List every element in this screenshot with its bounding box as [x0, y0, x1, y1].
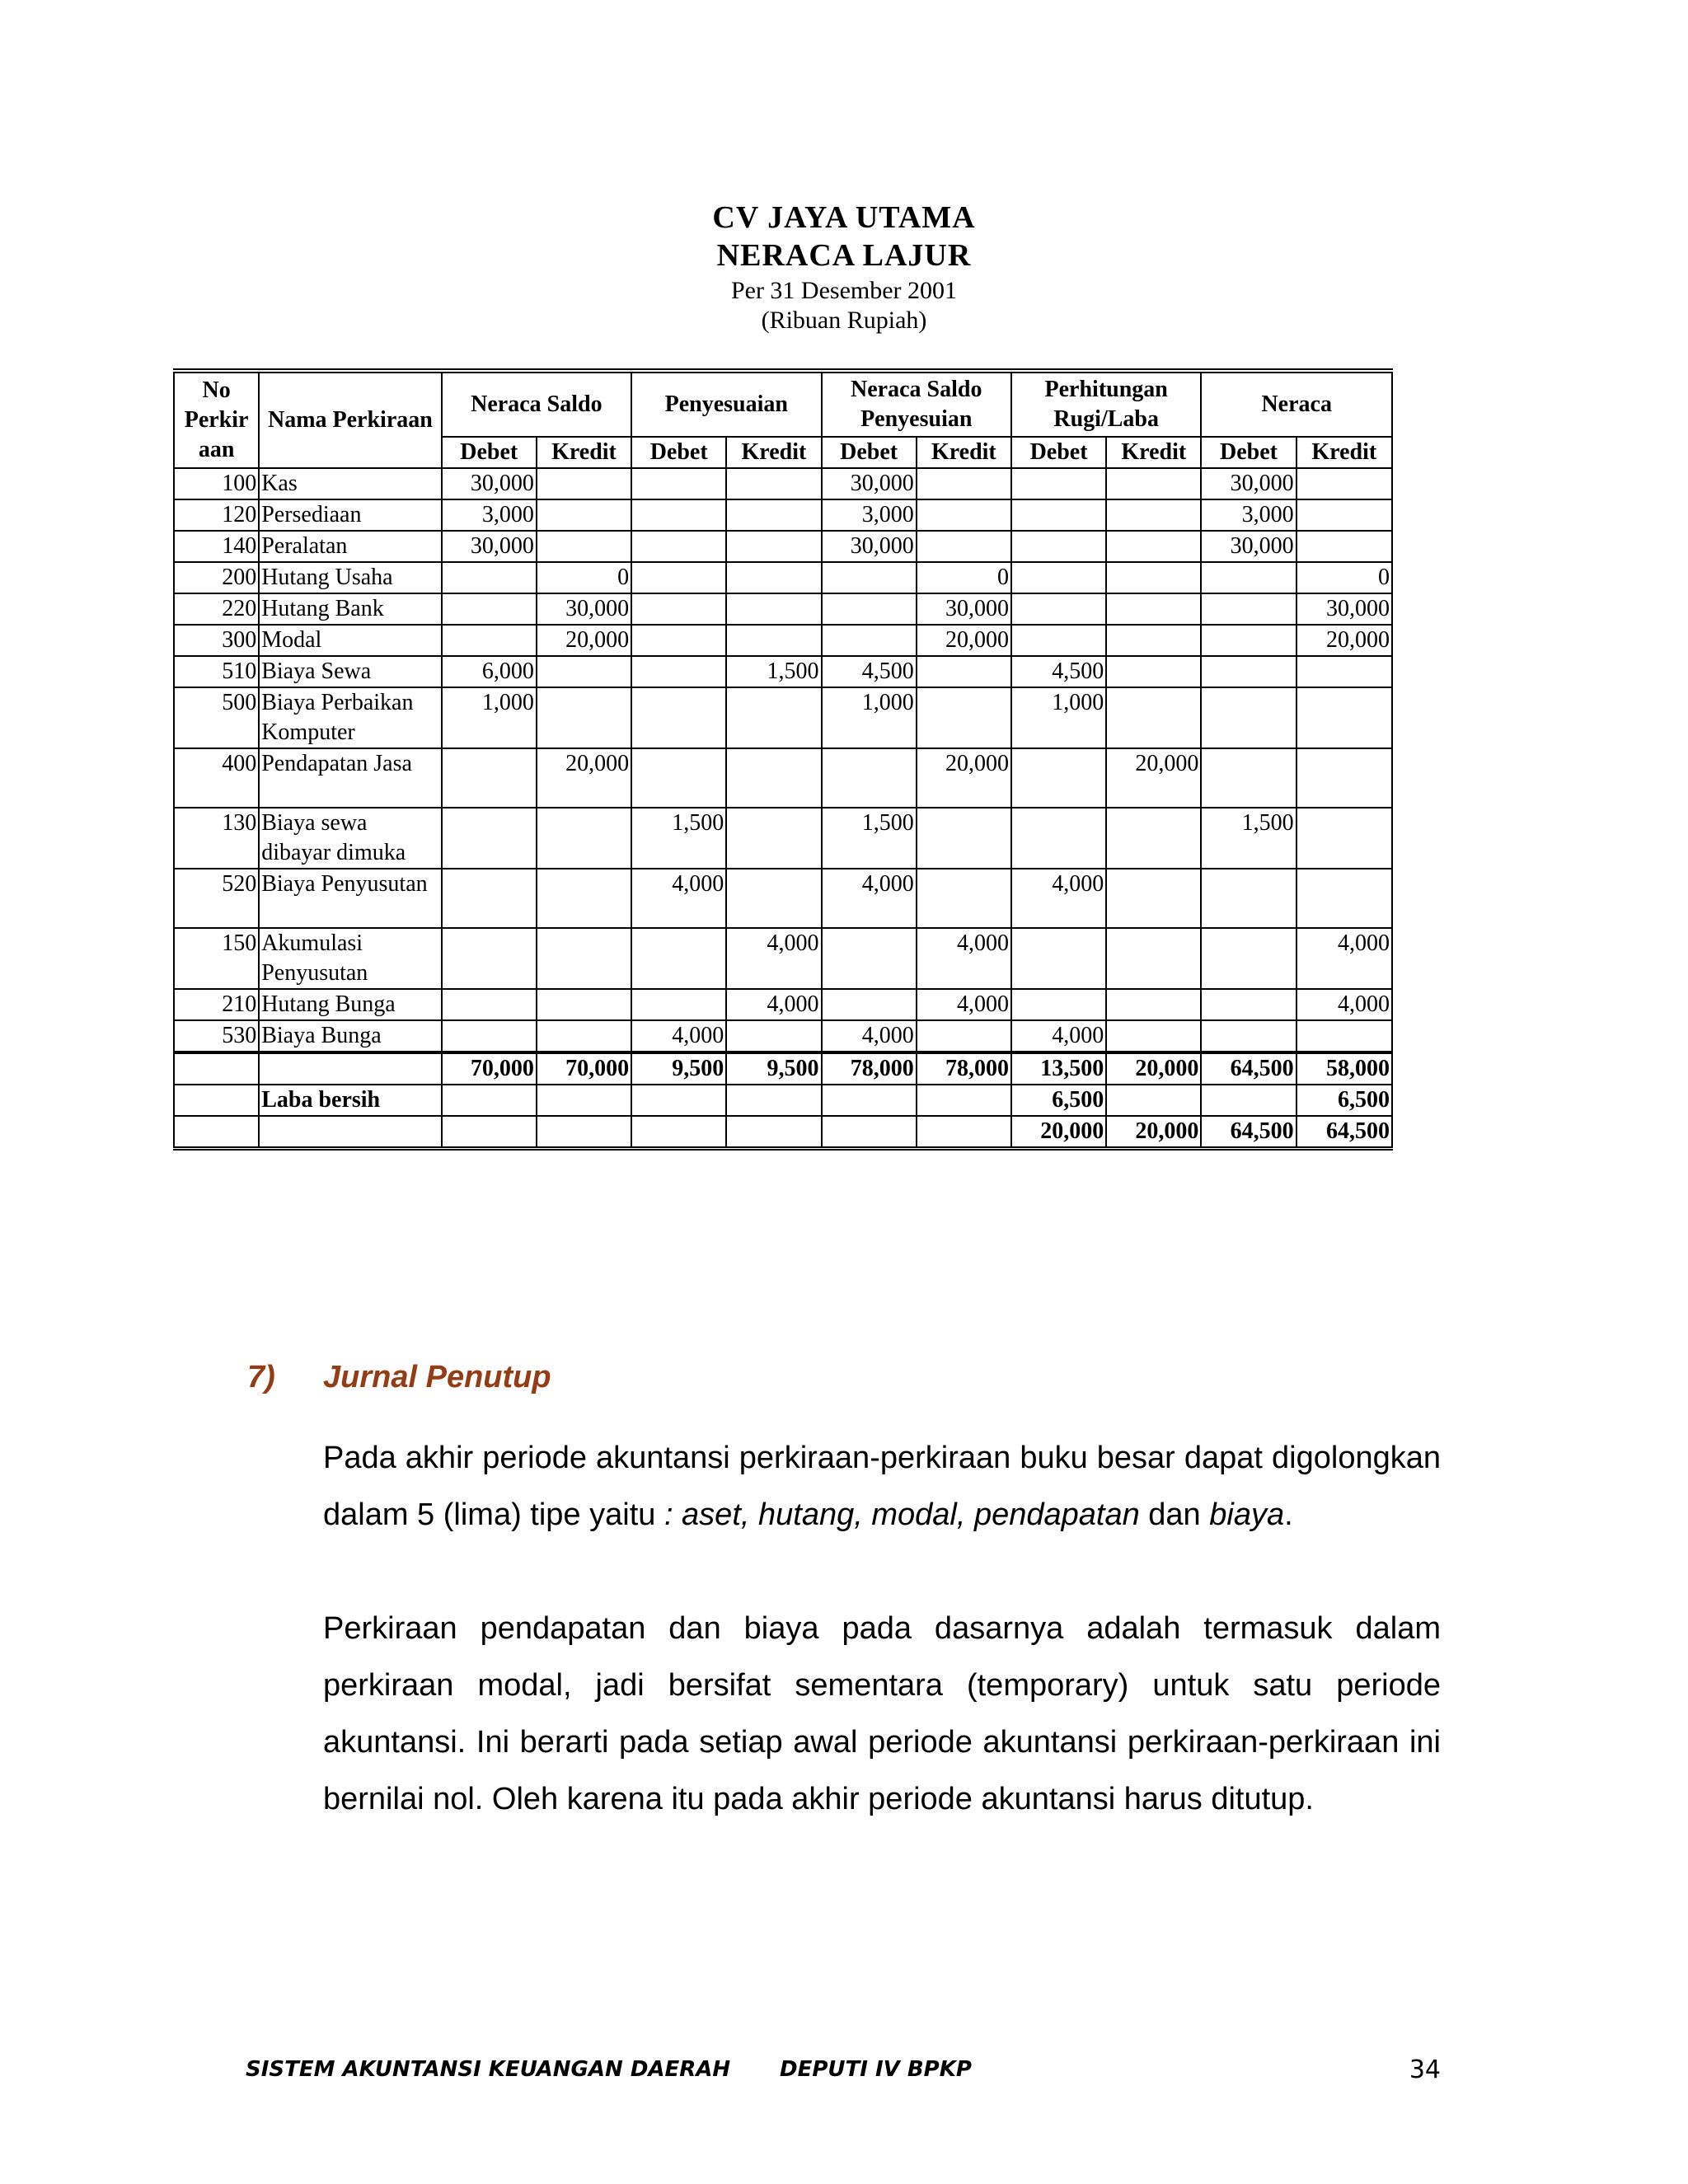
final-total-cell: 20,000 — [1011, 1116, 1106, 1149]
amount-cell — [537, 869, 631, 928]
total-cell: 9,500 — [726, 1052, 821, 1085]
table-row — [174, 593, 1392, 625]
table-row — [174, 869, 1392, 928]
amount-cell — [1201, 989, 1296, 1020]
amount-cell — [1296, 1020, 1392, 1052]
account-number: 500 — [174, 687, 259, 748]
account-number: 140 — [174, 531, 259, 562]
amount-cell — [1106, 593, 1201, 625]
amount-cell — [726, 1020, 821, 1052]
header-kredit: Kredit — [726, 437, 821, 468]
amount-cell: 1,000 — [442, 687, 537, 748]
amount-cell — [537, 468, 631, 499]
amount-cell — [1106, 468, 1201, 499]
account-name: Hutang Bunga — [259, 989, 441, 1020]
amount-cell — [1106, 562, 1201, 593]
amount-cell — [822, 625, 917, 656]
total-cell: 64,500 — [1201, 1052, 1296, 1085]
table-row — [174, 531, 1392, 562]
amount-cell: 30,000 — [917, 593, 1011, 625]
account-name: Modal — [259, 625, 441, 656]
amount-cell — [442, 869, 537, 928]
amount-cell — [822, 989, 917, 1020]
report-unit: (Ribuan Rupiah) — [761, 307, 927, 334]
final-total-cell — [726, 1116, 821, 1149]
amount-cell — [822, 928, 917, 989]
amount-cell — [631, 562, 726, 593]
amount-cell — [442, 928, 537, 989]
total-cell: 13,500 — [1011, 1052, 1106, 1085]
amount-cell — [1201, 562, 1296, 593]
amount-cell — [1011, 468, 1106, 499]
amount-cell — [1201, 625, 1296, 656]
amount-cell: 0 — [1296, 562, 1392, 593]
header-kredit: Kredit — [1106, 437, 1201, 468]
net-profit-row — [174, 1085, 1392, 1116]
account-number: 220 — [174, 593, 259, 625]
amount-cell — [1296, 656, 1392, 687]
amount-cell — [917, 808, 1011, 869]
amount-cell — [917, 869, 1011, 928]
amount-cell — [1106, 499, 1201, 531]
final-total-cell: 20,000 — [1106, 1116, 1201, 1149]
amount-cell — [917, 1020, 1011, 1052]
paragraph-1-and: dan — [1139, 1497, 1210, 1532]
amount-cell — [917, 468, 1011, 499]
header-kredit: Kredit — [917, 437, 1011, 468]
table-row — [174, 1020, 1392, 1052]
amount-cell: 3,000 — [822, 499, 917, 531]
amount-cell: 4,000 — [917, 989, 1011, 1020]
account-name: Hutang Usaha — [259, 562, 441, 593]
table-row — [174, 625, 1392, 656]
account-number: 530 — [174, 1020, 259, 1052]
amount-cell: 30,000 — [1201, 531, 1296, 562]
final-total-cell — [442, 1116, 537, 1149]
net-profit-cell — [442, 1085, 537, 1116]
header-no: No Perkir aan — [174, 371, 259, 468]
paragraph-1 — [323, 1430, 1441, 1544]
total-cell: 78,000 — [822, 1052, 917, 1085]
amount-cell — [1011, 593, 1106, 625]
account-name: Pendapatan Jasa — [259, 748, 441, 808]
table-row — [174, 468, 1392, 499]
amount-cell — [1296, 499, 1392, 531]
amount-cell — [1106, 687, 1201, 748]
amount-cell — [1106, 989, 1201, 1020]
net-profit-cell — [1201, 1085, 1296, 1116]
final-total-cell — [631, 1116, 726, 1149]
header-kredit: Kredit — [537, 437, 631, 468]
final-total-cell — [537, 1116, 631, 1149]
total-cell: 78,000 — [917, 1052, 1011, 1085]
amount-cell — [1106, 808, 1201, 869]
table-row — [174, 928, 1392, 989]
amount-cell — [442, 562, 537, 593]
header-debet: Debet — [631, 437, 726, 468]
amount-cell — [726, 687, 821, 748]
account-name: Biaya Perbaikan Komputer — [259, 687, 441, 748]
paragraph-2: Perkiraan pendapatan dan biaya pada dasarnya adalah termasuk dalam perkiraan modal, jadi bersifat sementara (temporary) untuk satu periode akuntansi. Ini berarti pada setiap awal periode akuntansi perkiraan-perkiraan ini bernilai nol. Oleh karena itu pada akhir periode akuntansi harus ditutup. — [323, 1611, 1441, 1816]
page-number: 34 — [1409, 2055, 1441, 2084]
amount-cell — [537, 656, 631, 687]
table-row — [174, 687, 1392, 748]
amount-cell: 1,500 — [822, 808, 917, 869]
paragraph-1-end: . — [1284, 1497, 1293, 1532]
amount-cell: 4,000 — [1011, 1020, 1106, 1052]
amount-cell — [631, 989, 726, 1020]
amount-cell — [726, 625, 821, 656]
amount-cell: 4,000 — [1011, 869, 1106, 928]
amount-cell — [1106, 869, 1201, 928]
amount-cell — [1011, 499, 1106, 531]
final-total-cell: 64,500 — [1296, 1116, 1392, 1149]
account-name: Biaya Sewa — [259, 656, 441, 687]
account-number: 100 — [174, 468, 259, 499]
final-totals-row — [174, 1116, 1392, 1149]
account-number: 200 — [174, 562, 259, 593]
amount-cell — [726, 468, 821, 499]
amount-cell — [442, 748, 537, 808]
section-title: Jurnal Penutup — [323, 1360, 551, 1394]
account-name: Biaya Bunga — [259, 1020, 441, 1052]
amount-cell: 30,000 — [822, 468, 917, 499]
amount-cell: 1,000 — [822, 687, 917, 748]
net-profit-cell — [917, 1085, 1011, 1116]
footer-agency: DEPUTI IV BPKP — [780, 2057, 972, 2082]
amount-cell — [917, 687, 1011, 748]
amount-cell — [726, 748, 821, 808]
amount-cell: 20,000 — [917, 625, 1011, 656]
amount-cell — [1201, 593, 1296, 625]
header-debet: Debet — [1201, 437, 1296, 468]
final-total-cell — [917, 1116, 1011, 1149]
amount-cell: 20,000 — [1296, 625, 1392, 656]
amount-cell — [917, 656, 1011, 687]
amount-cell — [1201, 869, 1296, 928]
amount-cell — [631, 468, 726, 499]
amount-cell: 4,000 — [631, 1020, 726, 1052]
amount-cell — [1106, 625, 1201, 656]
account-number: 510 — [174, 656, 259, 687]
account-name: Biaya Penyusutan — [259, 869, 441, 928]
amount-cell: 1,000 — [1011, 687, 1106, 748]
amount-cell — [726, 499, 821, 531]
net-profit-cell — [537, 1085, 631, 1116]
amount-cell — [726, 593, 821, 625]
amount-cell — [537, 989, 631, 1020]
account-name: Persediaan — [259, 499, 441, 531]
amount-cell — [1106, 1020, 1201, 1052]
amount-cell — [1011, 625, 1106, 656]
amount-cell: 3,000 — [442, 499, 537, 531]
net-profit-cell — [822, 1085, 917, 1116]
amount-cell — [1011, 748, 1106, 808]
amount-cell: 20,000 — [537, 625, 631, 656]
table-row — [174, 808, 1392, 869]
amount-cell: 4,000 — [726, 928, 821, 989]
account-name: Kas — [259, 468, 441, 499]
net-profit-cell: 6,500 — [1011, 1085, 1106, 1116]
amount-cell — [537, 928, 631, 989]
header-group-rugi-laba: Perhitungan Rugi/Laba — [1011, 371, 1201, 437]
header-debet: Debet — [822, 437, 917, 468]
amount-cell — [1296, 531, 1392, 562]
amount-cell — [1011, 989, 1106, 1020]
table-row — [174, 989, 1392, 1020]
amount-cell: 4,500 — [1011, 656, 1106, 687]
header-group-ns-penyesuaian: Neraca Saldo Penyesuian — [822, 371, 1011, 437]
amount-cell: 1,500 — [1201, 808, 1296, 869]
amount-cell — [1296, 869, 1392, 928]
amount-cell — [726, 808, 821, 869]
report-title: NERACA LAJUR — [716, 238, 972, 273]
amount-cell — [442, 1020, 537, 1052]
amount-cell: 30,000 — [1201, 468, 1296, 499]
amount-cell — [1201, 748, 1296, 808]
amount-cell: 4,000 — [822, 869, 917, 928]
amount-cell — [442, 989, 537, 1020]
amount-cell: 30,000 — [442, 531, 537, 562]
amount-cell — [631, 625, 726, 656]
amount-cell — [917, 499, 1011, 531]
amount-cell — [917, 531, 1011, 562]
amount-cell — [1296, 687, 1392, 748]
net-profit-cell — [1106, 1085, 1201, 1116]
amount-cell — [1201, 656, 1296, 687]
table-row — [174, 499, 1392, 531]
amount-cell — [537, 687, 631, 748]
header-name: Nama Perkiraan — [259, 371, 441, 468]
amount-cell: 30,000 — [822, 531, 917, 562]
amount-cell — [1011, 562, 1106, 593]
amount-cell — [631, 499, 726, 531]
paragraph-1-biaya: biaya — [1209, 1497, 1285, 1532]
amount-cell — [442, 593, 537, 625]
amount-cell: 0 — [917, 562, 1011, 593]
amount-cell — [631, 593, 726, 625]
amount-cell — [1201, 687, 1296, 748]
account-number: 400 — [174, 748, 259, 808]
amount-cell — [631, 531, 726, 562]
amount-cell — [822, 593, 917, 625]
total-cell: 70,000 — [537, 1052, 631, 1085]
amount-cell: 4,000 — [822, 1020, 917, 1052]
net-profit-cell — [631, 1085, 726, 1116]
amount-cell — [442, 808, 537, 869]
amount-cell — [1201, 928, 1296, 989]
header-debet: Debet — [1011, 437, 1106, 468]
header-group-neraca-saldo: Neraca Saldo — [442, 371, 631, 437]
amount-cell — [1201, 1020, 1296, 1052]
amount-cell — [537, 499, 631, 531]
net-profit-cell: 6,500 — [1296, 1085, 1392, 1116]
total-cell: 58,000 — [1296, 1052, 1392, 1085]
amount-cell: 20,000 — [537, 748, 631, 808]
account-name: Peralatan — [259, 531, 441, 562]
account-number: 300 — [174, 625, 259, 656]
header-group-penyesuaian: Penyesuaian — [631, 371, 821, 437]
amount-cell: 30,000 — [537, 593, 631, 625]
amount-cell — [726, 531, 821, 562]
amount-cell — [822, 748, 917, 808]
account-number: 130 — [174, 808, 259, 869]
account-number: 150 — [174, 928, 259, 989]
amount-cell: 0 — [537, 562, 631, 593]
account-number: 120 — [174, 499, 259, 531]
amount-cell — [1011, 531, 1106, 562]
amount-cell — [822, 562, 917, 593]
account-name: Hutang Bank — [259, 593, 441, 625]
account-number: 210 — [174, 989, 259, 1020]
footer-title: SISTEM AKUNTANSI KEUANGAN DAERAH — [246, 2057, 731, 2082]
amount-cell: 4,000 — [1296, 928, 1392, 989]
amount-cell: 20,000 — [1106, 748, 1201, 808]
section-number: 7) — [247, 1360, 275, 1394]
amount-cell — [1296, 808, 1392, 869]
total-cell: 70,000 — [442, 1052, 537, 1085]
amount-cell — [1011, 808, 1106, 869]
table-row — [174, 562, 1392, 593]
amount-cell — [442, 625, 537, 656]
amount-cell — [1296, 468, 1392, 499]
table-row — [174, 748, 1392, 808]
amount-cell: 6,000 — [442, 656, 537, 687]
amount-cell — [631, 748, 726, 808]
total-cell: 20,000 — [1106, 1052, 1201, 1085]
header-kredit: Kredit — [1296, 437, 1392, 468]
table-row — [174, 656, 1392, 687]
header-debet: Debet — [442, 437, 537, 468]
paragraph-1-text: Pada akhir periode akuntansi perkiraan-perkiraan buku besar dapat digolongkan dalam 5 (lima) tipe yaitu — [323, 1441, 1441, 1532]
amount-cell — [726, 562, 821, 593]
amount-cell — [726, 869, 821, 928]
amount-cell: 4,000 — [726, 989, 821, 1020]
amount-cell: 4,000 — [917, 928, 1011, 989]
amount-cell — [537, 531, 631, 562]
amount-cell — [537, 808, 631, 869]
amount-cell: 1,500 — [726, 656, 821, 687]
amount-cell: 3,000 — [1201, 499, 1296, 531]
account-name: Biaya sewa dibayar dimuka — [259, 808, 441, 869]
final-total-cell: 64,500 — [1201, 1116, 1296, 1149]
amount-cell: 4,000 — [1296, 989, 1392, 1020]
amount-cell — [1106, 928, 1201, 989]
header-group-neraca: Neraca — [1201, 371, 1392, 437]
amount-cell — [1106, 531, 1201, 562]
amount-cell: 20,000 — [917, 748, 1011, 808]
net-profit-cell — [726, 1085, 821, 1116]
account-number: 520 — [174, 869, 259, 928]
paragraph-1-types: : aset, hutang, modal, pendapatan — [663, 1497, 1140, 1532]
amount-cell — [537, 1020, 631, 1052]
totals-row — [174, 1052, 1392, 1085]
report-date: Per 31 Desember 2001 — [730, 277, 958, 304]
amount-cell: 1,500 — [631, 808, 726, 869]
company-name: CV JAYA UTAMA — [712, 200, 976, 235]
total-cell: 9,500 — [631, 1052, 726, 1085]
amount-cell — [1296, 748, 1392, 808]
amount-cell: 4,500 — [822, 656, 917, 687]
amount-cell: 30,000 — [1296, 593, 1392, 625]
net-profit-label: Laba bersih — [259, 1085, 441, 1116]
account-name: Akumulasi Penyusutan — [259, 928, 441, 989]
amount-cell — [631, 687, 726, 748]
amount-cell: 4,000 — [631, 869, 726, 928]
final-total-cell — [822, 1116, 917, 1149]
amount-cell — [631, 928, 726, 989]
amount-cell — [1011, 928, 1106, 989]
amount-cell — [1106, 656, 1201, 687]
worksheet-table — [173, 368, 1393, 1151]
amount-cell — [631, 656, 726, 687]
amount-cell: 30,000 — [442, 468, 537, 499]
